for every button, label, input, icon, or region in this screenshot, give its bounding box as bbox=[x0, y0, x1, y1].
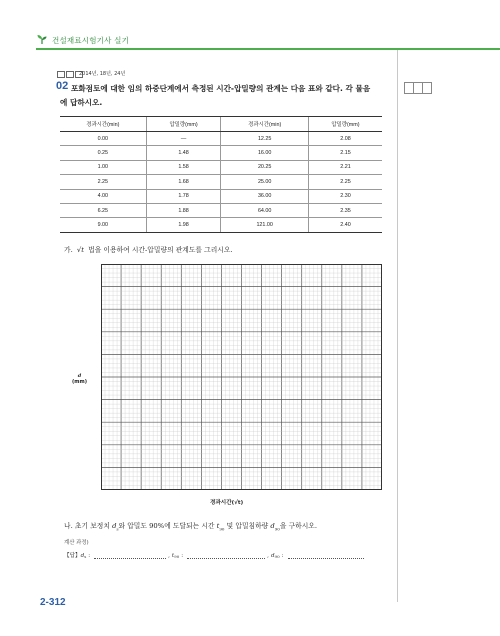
answer-t90-sub: 90 bbox=[174, 554, 180, 559]
sub-b-text-1: 초기 보정치 bbox=[74, 522, 110, 530]
exam-years: 2014년, 18년, 24년 bbox=[79, 71, 126, 77]
answer-sep: : bbox=[281, 553, 284, 559]
answer-sep: : bbox=[181, 553, 184, 559]
score-box bbox=[404, 82, 432, 94]
question-text-line2: 에 답하시오. bbox=[60, 98, 103, 107]
table-cell: 2.08 bbox=[308, 132, 382, 146]
root-t: √t bbox=[76, 246, 84, 254]
table-cell: 25.00 bbox=[221, 175, 308, 189]
ds-sub: s bbox=[116, 526, 119, 532]
table-cell: 20.25 bbox=[221, 160, 308, 174]
table-row bbox=[60, 203, 382, 217]
table-row bbox=[60, 146, 382, 160]
page-number: 2-312 bbox=[40, 597, 66, 608]
table-header: 압밀량(mm) bbox=[146, 117, 221, 132]
table-row bbox=[60, 132, 382, 146]
answer-d90-blank[interactable] bbox=[288, 552, 364, 559]
table-cell: 16.00 bbox=[221, 146, 308, 160]
sub-marker: 가. bbox=[64, 246, 73, 254]
answer-ds-blank[interactable] bbox=[94, 552, 166, 559]
table-cell: 4.00 bbox=[60, 189, 146, 203]
question-text-line1: 포화점토에 대한 임의 하중단계에서 측정된 시간-압밀량의 관계는 다음 표와 같다. 각 물음 bbox=[71, 84, 371, 93]
x-axis-label: 경과시간(√t) bbox=[210, 500, 244, 506]
book-title: 건설재료시험기사 실기 bbox=[52, 36, 130, 45]
table-cell: 2.25 bbox=[60, 175, 146, 189]
y-axis-unit: (mm) bbox=[72, 379, 87, 385]
graph-paper[interactable] bbox=[101, 264, 382, 490]
data-table bbox=[60, 116, 382, 233]
calc-process-label: 계산 과정) bbox=[64, 540, 89, 546]
table-cell: 121.00 bbox=[221, 218, 308, 232]
table-cell: — bbox=[146, 132, 221, 146]
t90-symbol: t bbox=[216, 522, 220, 530]
table-row bbox=[60, 189, 382, 203]
table-cell: 64.00 bbox=[221, 203, 308, 217]
table-header: 경과시간(min) bbox=[221, 117, 308, 132]
answer-d90-sub: 90 bbox=[274, 554, 280, 559]
table-cell: 2.21 bbox=[308, 160, 382, 174]
table-cell: 12.25 bbox=[221, 132, 308, 146]
d90-symbol: d bbox=[270, 522, 275, 530]
sub-b-text-3: 및 압밀침하량 bbox=[226, 522, 269, 530]
table-cell: 1.58 bbox=[146, 160, 221, 174]
table-cell: 1.48 bbox=[146, 146, 221, 160]
table-cell: 36.00 bbox=[221, 189, 308, 203]
table-cell: 1.00 bbox=[60, 160, 146, 174]
table-row bbox=[60, 175, 382, 189]
d90-sub: 90 bbox=[274, 526, 280, 532]
answer-d90: d bbox=[270, 553, 275, 559]
sub-question-b bbox=[64, 520, 317, 531]
ds-symbol: d bbox=[112, 522, 117, 530]
table-cell: 1.88 bbox=[146, 203, 221, 217]
answer-label: 【답】 bbox=[64, 553, 81, 559]
table-cell: 2.40 bbox=[308, 218, 382, 232]
sub-a-text: 법을 이용하여 시간-압밀량의 관계도를 그리시오. bbox=[88, 246, 233, 254]
checkbox[interactable] bbox=[57, 71, 65, 78]
table-cell: 9.00 bbox=[60, 218, 146, 232]
answer-ds: d bbox=[80, 553, 85, 559]
table-cell: 6.25 bbox=[60, 203, 146, 217]
sub-question-a bbox=[64, 244, 233, 254]
table-cell: 2.25 bbox=[308, 175, 382, 189]
table-cell: 1.68 bbox=[146, 175, 221, 189]
table-cell: 0.00 bbox=[60, 132, 146, 146]
question-number: 02 bbox=[56, 80, 69, 92]
y-axis-symbol: d bbox=[77, 373, 82, 379]
y-axis-label bbox=[72, 373, 87, 385]
sprout-icon bbox=[36, 33, 48, 45]
answer-t90: t bbox=[171, 553, 175, 559]
table-header: 압밀량(mm) bbox=[308, 117, 382, 132]
table-header-row bbox=[60, 117, 382, 132]
table-cell: 2.30 bbox=[308, 189, 382, 203]
table-cell: 2.15 bbox=[308, 146, 382, 160]
answer-t90-blank[interactable] bbox=[187, 552, 265, 559]
table-cell: 1.78 bbox=[146, 189, 221, 203]
header-rule bbox=[36, 48, 500, 50]
sub-b-text-2: 와 압밀도 90%에 도달되는 시간 bbox=[118, 522, 215, 530]
table-cell: 1.98 bbox=[146, 218, 221, 232]
table-cell: 0.25 bbox=[60, 146, 146, 160]
answer-sep: : bbox=[88, 553, 91, 559]
answer-ds-sub: s bbox=[84, 554, 87, 559]
answer-line: 【답】 d s : , t 90 : , d 90 : bbox=[64, 551, 366, 559]
t90-sub: 90 bbox=[219, 526, 225, 532]
margin-divider bbox=[397, 50, 398, 602]
table-row bbox=[60, 160, 382, 174]
table-header: 경과시간(min) bbox=[60, 117, 146, 132]
table-row bbox=[60, 218, 382, 232]
table-cell: 2.35 bbox=[308, 203, 382, 217]
sub-marker: 나. bbox=[64, 522, 73, 530]
checkbox[interactable] bbox=[66, 71, 74, 78]
sub-b-text-4: 을 구하시오. bbox=[279, 522, 317, 530]
